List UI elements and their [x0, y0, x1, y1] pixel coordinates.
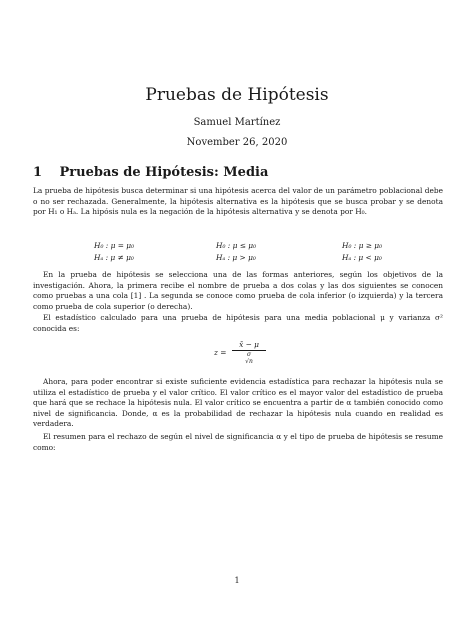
formula-numerator: x̄ − μ	[232, 340, 266, 351]
critical-value-paragraph: Ahora, para poder encontrar si existe suficiente evidencia estadística para rechazar la hipótesis nula se utiliza el estadístico de prueba y el valor crítico. El valor crítico es el mayor valor del estadístico de prueba que hará que se rechace la hipótesis nula. El valor crítico se encuentra a partir de α también conocido como nivel de significancia. Donde, α es la probabilidad de rechazar la hipótesis nula cuando en realidad es verdadera.	[33, 377, 443, 429]
statistic-paragraph: El estadístico calculado para una prueba de hipótesis para una media poblacional μ y varianza σ² conocida es:	[33, 313, 443, 333]
alternative-hypothesis: Hₐ : μ > μ₀	[216, 253, 256, 262]
null-hypothesis: H₀ : μ ≤ μ₀	[216, 241, 257, 250]
section-title: Pruebas de Hipótesis: Media	[59, 165, 269, 180]
document-date: November 26, 2020	[186, 137, 288, 148]
alternative-hypothesis: Hₐ : μ < μ₀	[342, 253, 382, 262]
intro-paragraph: La prueba de hipótesis busca determinar si una hipótesis acerca del valor de un parámetro poblacional debe o no ser rechazada. Generalmente, la hipótesis alternativa es la hipótesis que se busca probar y se denota por H₁ o Hₐ. La hipósis nula es la negación de la hipótesis alternativa y se denota por H₀.	[33, 186, 443, 217]
formula-fraction	[232, 340, 266, 365]
null-hypothesis: H₀ : μ = μ₀	[94, 241, 135, 250]
page-number: 1	[234, 576, 240, 585]
section-number: 1	[33, 165, 43, 180]
hypothesis-pair-two-tailed	[94, 240, 134, 264]
section-heading	[33, 165, 268, 180]
document-title: Pruebas de Hipótesis	[145, 85, 329, 105]
forms-paragraph: En la prueba de hipótesis se selecciona una de las formas anteriores, según los objetivos de la investigación. Ahora, la primera recibe el nombre de prueba a dos colas y las dos siguientes se conocen como pruebas a una cola [1] . La segunda se conoce como prueba de cola inferior (o izquierda) y la tercera como prueba de cola superior (o derecha).	[33, 270, 443, 311]
hypothesis-pair-upper-tail	[342, 240, 382, 264]
formula-denominator-sigma: σ	[246, 351, 252, 358]
document-author: Samuel Martínez	[193, 117, 281, 128]
null-hypothesis: H₀ : μ ≥ μ₀	[342, 241, 383, 250]
formula-denominator-sqrt-n: √n	[245, 358, 253, 365]
summary-paragraph: El resumen para el rechazo de según el nivel de significancia α y el tipo de prueba de hipótesis se resume como:	[33, 432, 443, 452]
alternative-hypothesis: Hₐ : μ ≠ μ₀	[94, 253, 134, 262]
formula-lhs: z =	[214, 348, 227, 357]
hypothesis-pair-lower-tail	[216, 240, 256, 264]
